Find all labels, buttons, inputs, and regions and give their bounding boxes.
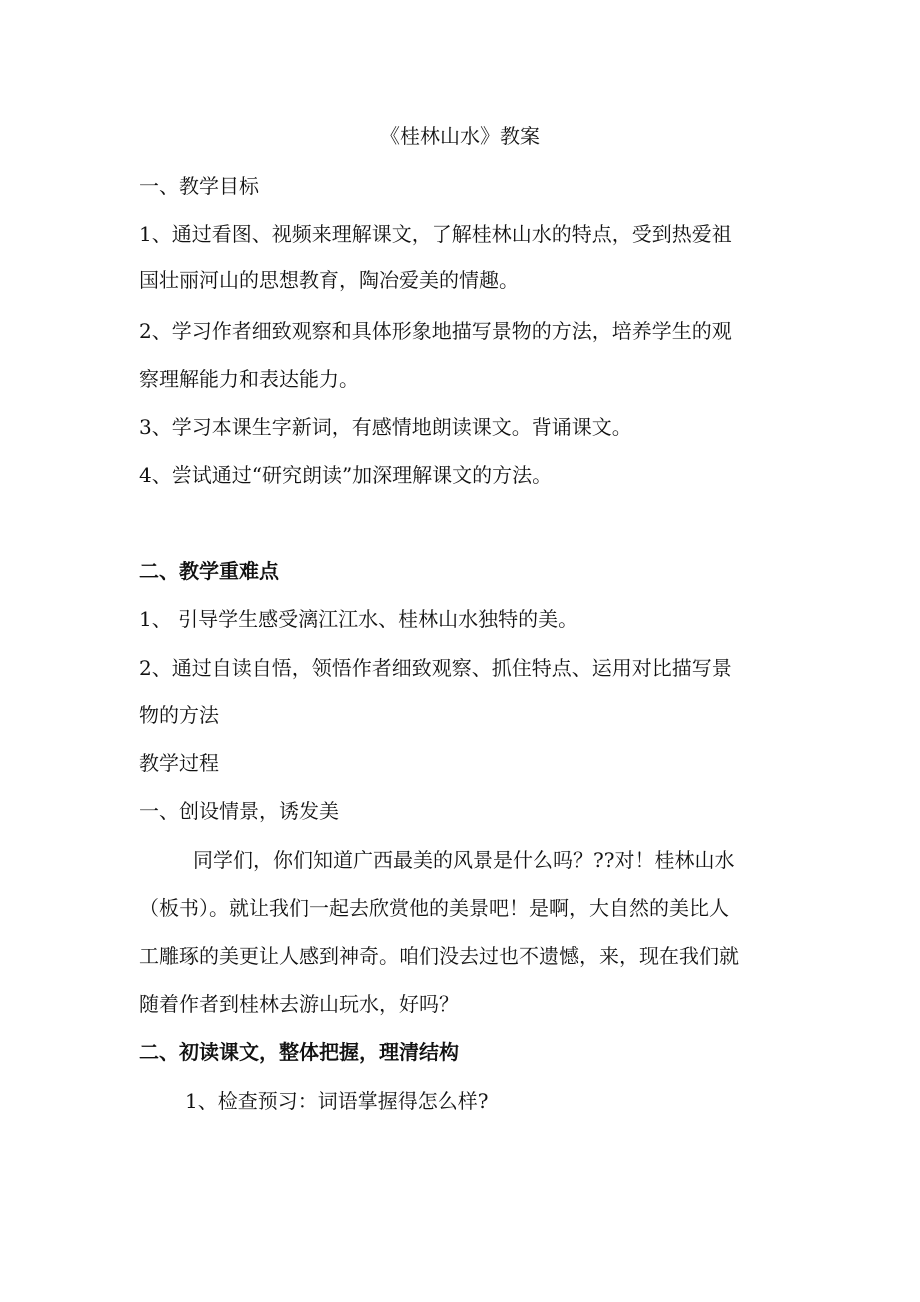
process-heading: 教学过程 [139,751,219,775]
step-1-paragraph-line-3: 工雕琢的美更让人感到神奇。咱们没去过也不遗憾，来，现在我们就 [139,944,739,968]
step-1-paragraph-line-2: （板书）。就让我们一起去欣赏他的美景吧！是啊，大自然的美比人 [139,896,729,920]
key-point-2-line-2: 物的方法 [139,703,219,727]
key-point-1: 1、 引导学生感受漓江江水、桂林山水独特的美。 [139,607,579,631]
step-2-item-1: 1、检查预习：词语掌握得怎么样? [185,1089,489,1113]
key-point-2-line-1: 2、通过自读自悟，领悟作者细致观察、抓住特点、运用对比描写景 [139,656,732,680]
goal-4: 4、尝试通过“研究朗读”加深理解课文的方法。 [139,463,553,487]
goal-2-line-2: 察理解能力和表达能力。 [139,367,359,391]
step-1-paragraph-line-4: 随着作者到桂林去游山玩水，好吗？ [139,992,459,1016]
document-title: 《桂林山水》教案 [380,124,540,148]
section-heading-teaching-goals: 一、教学目标 [139,174,259,198]
section-heading-key-points: 二、教学重难点 [139,559,279,583]
goal-2-line-1: 2、学习作者细致观察和具体形象地描写景物的方法，培养学生的观 [139,319,732,343]
goal-1-line-2: 国壮丽河山的思想教育，陶冶爱美的情趣。 [139,268,519,292]
step-1-paragraph-line-1: 同学们，你们知道广西最美的风景是什么吗？??对！桂林山水 [193,848,735,872]
step-2-heading: 二、初读课文，整体把握，理清结构 [139,1040,459,1064]
goal-3: 3、学习本课生字新词，有感情地朗读课文。背诵课文。 [139,415,632,439]
step-1-heading: 一、创设情景，诱发美 [139,799,339,823]
goal-1-line-1: 1、通过看图、视频来理解课文，了解桂林山水的特点，受到热爱祖 [139,222,732,246]
